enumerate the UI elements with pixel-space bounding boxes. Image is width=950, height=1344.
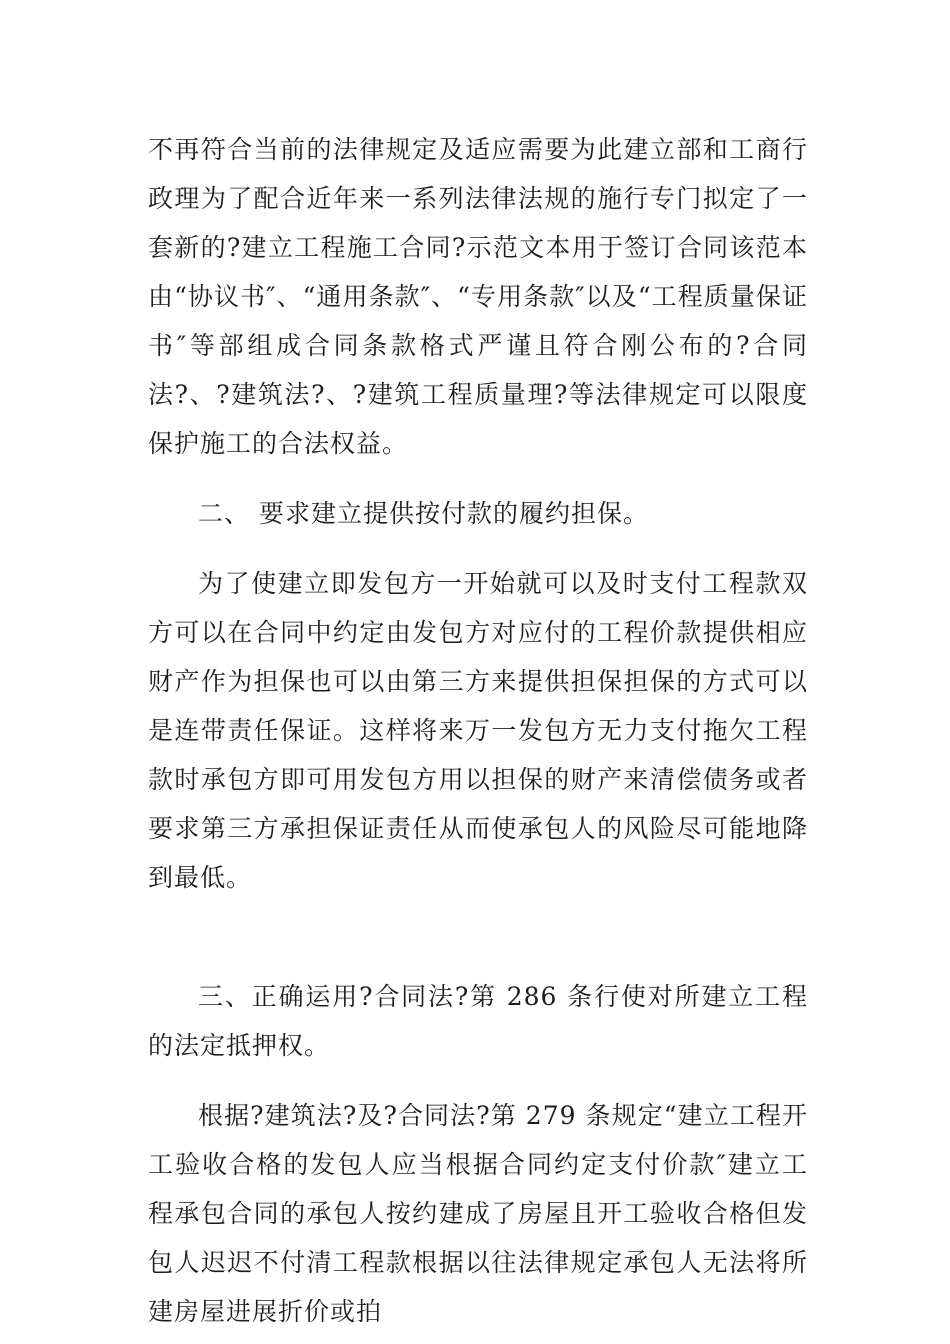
paragraph-performance-guarantee: 为了使建立即发包方一开始就可以及时支付工程款双方可以在合同中约定由发包方对应付的工程价款提供相应财产作为担保也可以由第三方来提供担保担保的方式可以是连带责任保证。这样将来万一发包方无力支付拖欠工程款时承包方即可用发包方用以担保的财产来清偿债务或者要求第三方承担保证责任从而使承包人的风险尽可能地降到最低。 bbox=[148, 569, 808, 892]
document-body bbox=[148, 125, 808, 1336]
section-heading-2: 二、 要求建立提供按付款的履约担保。 bbox=[198, 499, 649, 528]
paragraph-intro-continued: 不再符合当前的法律规定及适应需要为此建立部和工商行政理为了配合近年来一系列法律法规的施行专门拟定了一套新的?建立工程施工合同?示范文本用于签订合同该范本由“协议书″、“通用条款″、“专用条款″以及“工程质量保证书″等部组成合同条款格式严谨且符合刚公布的?合同法?、?建筑法?、?建筑工程质量理?等法律规定可以限度保护施工的合法权益。 bbox=[148, 135, 808, 458]
section-heading-3: 三、正确运用?合同法?第 286 条行使对所建立工程的法定抵押权。 bbox=[148, 982, 808, 1060]
paragraph-statutory-lien: 根据?建筑法?及?合同法?第 279 条规定“建立工程开工验收合格的发包人应当根据合同约定支付价款″建立工程承包合同的承包人按约建成了房屋且开工验收合格但发包人迟迟不付清工程款根据以往法律规定承包人无法将所建房屋进展折价或拍 bbox=[148, 1101, 808, 1326]
